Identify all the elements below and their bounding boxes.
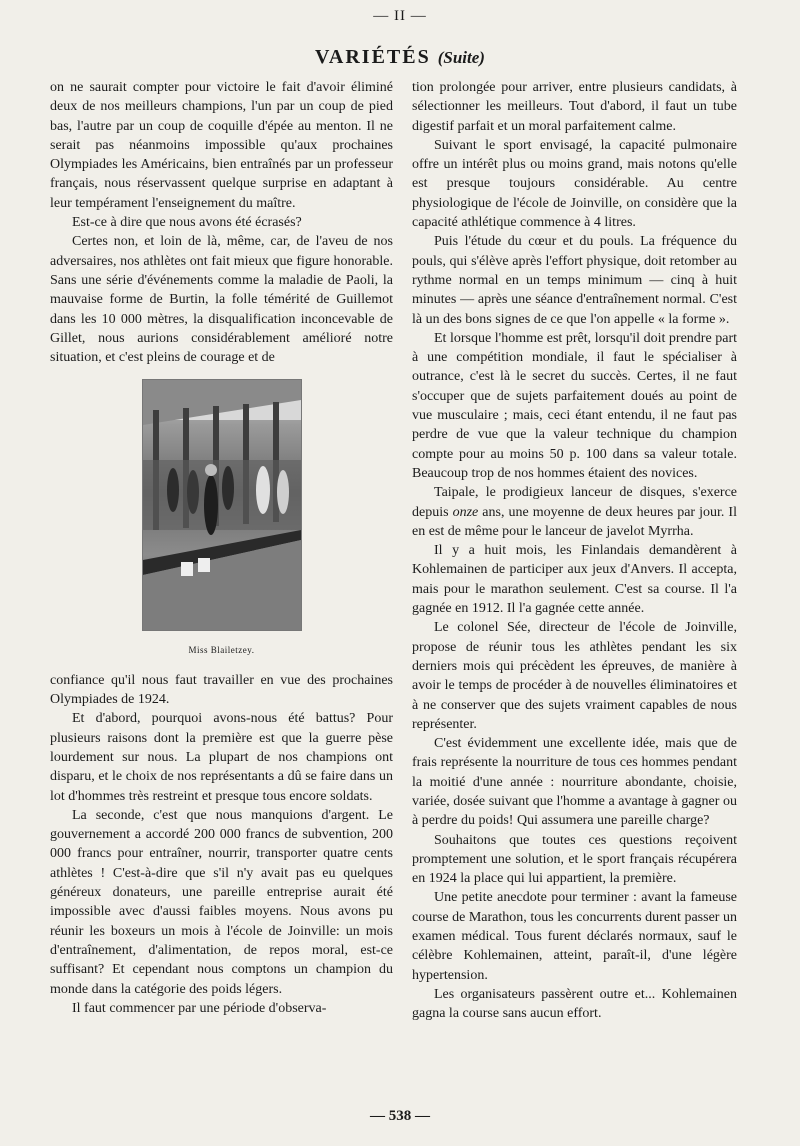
paragraph: Puis l'étude du cœur et du pouls. La fréquence du pouls, qui s'élève après l'effort physique, doit retomber au rythme normal en un temps minimum — cinq à huit minutes — après une séance d'entraînement normal. C'est là un des bons signes de ce que l'on appelle « la forme ». [412, 234, 737, 327]
title-text: VARIÉTÉS [315, 46, 431, 68]
paragraph: Certes non, et loin de là, même, car, de l'aveu de nos adversaires, nos athlètes ont fait mieux que figure honorable. Sans une série d'événements comme la maladie de Paoli, la mauvaise forme de Burtin, la folle témérité de Guillemot dans les 10 000 mètres, la disqualification inconcevable de Gillet, nous aurions considérablement amélioré notre situation, et c'est pleins de courage et de [50, 234, 393, 366]
paragraph: Il y a huit mois, les Finlandais demandèrent à Kohlemainen de participer aux jeux d'Anvers. Il accepta, mais pour le marathon seulement. C'est sa course. Il l'a gagnée en 1912. Il l'a gagnée cette année. [412, 543, 737, 617]
paragraph [412, 483, 737, 541]
paragraph: Et d'abord, pourquoi avons-nous été battus? Pour plusieurs raisons dont la première est que la guerre pèse lourdement sur nous. La plupart de nos champions ont disparu, et le choix de nos représentants a dû se faire dans un lot d'hommes très restreint et presque tous encore soldats. [50, 711, 393, 804]
page-marker: — II — [373, 8, 427, 24]
paragraph: Et lorsque l'homme est prêt, lorsqu'il doit prendre part à une compétition mondiale, il faut le spécialiser à outrance, c'est là le secret du succès. Certes, il ne faut s'occuper que de sujets parfaitement doués au point de vue musculaire ; mais, ceci étant entendu, il ne faut pas perdre de vue que la valeur technique du champion compte pour au moins 50 p. 100 dans sa valeur totale. Beaucoup trop de nos hommes étaient des novices. [412, 330, 737, 481]
paragraph: confiance qu'il nous faut travailler en vue des prochaines Olympiades de 1924. [50, 672, 393, 708]
photo-caption: Miss Blailetzey. [188, 645, 255, 656]
paragraph: on ne saurait compter pour victoire le fait d'avoir éliminé deux de nos meilleurs champions, l'un par un coup de pied bas, l'autre par un coup de coquille d'épée au menton. Il ne serait pas néanmoins impossible qu'aux prochaines Olympiades les Américains, bien entraînés par un professeur français, nous réservassent quelque surprise en adaptant à leur tempérament l'enseignement du maître. [50, 80, 393, 211]
text-run: ans, une moyenne de deux heures par jour. Il en est de même pour le lanceur de javelot Myrrha. [412, 504, 737, 539]
paragraph: Est-ce à dire que nous avons été écrasés? [72, 215, 302, 231]
paragraph: Souhaitons que toutes ces questions reçoivent promptement une solution, et le sport français récupérera en 1924 la place qui lui appartient, la première. [412, 832, 737, 887]
swimmer-photo [142, 379, 302, 631]
photo-illustration [143, 380, 301, 630]
paragraph: Il faut commencer par une période d'observa- [72, 1000, 327, 1016]
photo-figure [50, 379, 393, 660]
paragraph: La seconde, c'est que nous manquions d'argent. Le gouvernement a accordé 200 000 francs de subvention, 200 000 francs pour entraîner, nourrir, transporter quatre cents athlètes ! C'est-à-dire que s'il n'y avait pas eu quelques généreux donateurs, une pareille entreprise aurait été impossible avec d'aussi faibles moyens. Nous avons pu réunir les boxeurs un mois à l'école de Joinville: un mois d'entraînement, d'alimentation, de repos moral, est-ce suffisant? Et cependant nous comptons un champion du monde dans la catégorie des poids légers. [50, 807, 393, 997]
paragraph: Une petite anecdote pour terminer : avant la fameuse course de Marathon, tous les concurrents durent passer un examen médical. Tous furent déclarés normaux, sauf le célèbre Kohlemainen, atteint, paraît-il, d'une légère hypertension. [412, 890, 737, 983]
emphasis: onze [452, 504, 479, 520]
paragraph: Les organisateurs passèrent outre et... Kohlemainen gagna la course sans aucun effort. [412, 986, 737, 1022]
paragraph: Suivant le sport envisagé, la capacité pulmonaire offre un intérêt plus ou moins grand, mais notons qu'elle est presque toujours considérable. Au centre physiologique de l'école de Joinville, on considère que la capacité athlétique commence à 4 litres. [412, 137, 737, 231]
text-run: Taipale, le prodigieux lanceur de disques, s'exerce depuis [412, 485, 737, 520]
paragraph: Le colonel Sée, directeur de l'école de Joinville, propose de réunir tous les athlètes pendant les six derniers mois qui précèdent les épreuves, de manière à avoir le temps de procéder à de nouvelles éliminatoires et à ne conserver que des sujets vraiment capables de nous représenter. [412, 620, 737, 732]
title-suffix: (Suite) [437, 48, 485, 67]
paragraph: C'est évidemment une excellente idée, mais que de frais représente la nourriture de tous ces hommes pendant la moitié d'une année : nourriture abondante, choisie, variée, dosée suivant que l'homme a avantage à gagner ou à perdre du poids! Qui assumera une pareille charge? [412, 736, 737, 829]
right-column [412, 78, 737, 1024]
paragraph: tion prolongée pour arriver, entre plusieurs candidats, à sélectionner les meilleurs. Tout d'abord, il faut un tube digestif parfait et un moral parfaitement calme. [412, 80, 737, 134]
section-title [0, 46, 800, 69]
left-column [50, 78, 393, 1018]
page-number: — 538 — [370, 1108, 430, 1124]
